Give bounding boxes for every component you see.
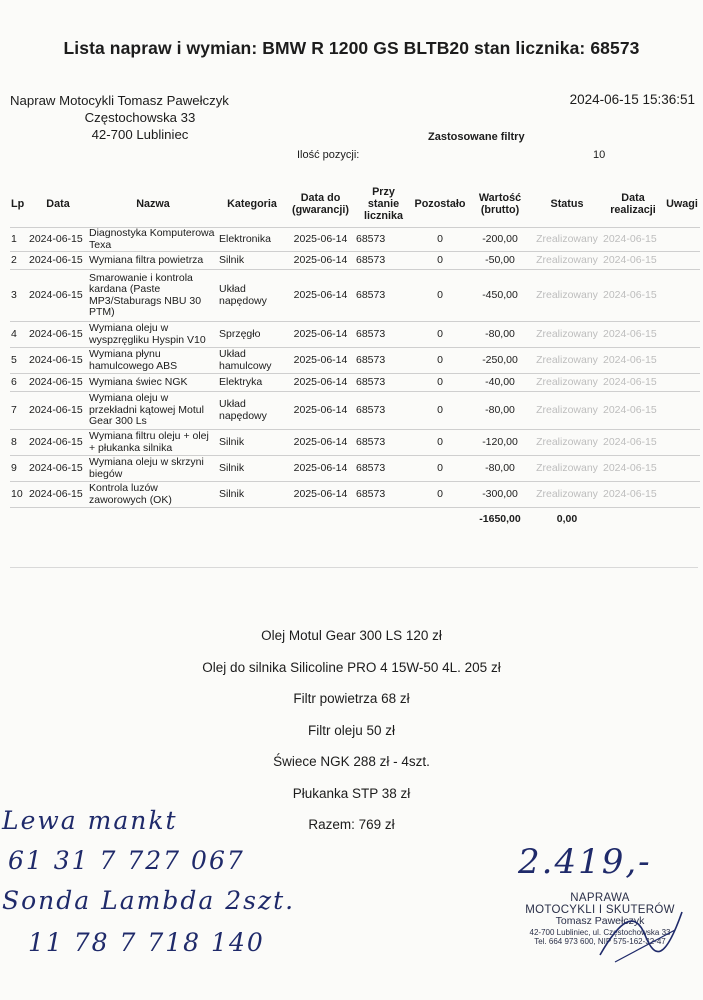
row-odometer: 68573 — [355, 228, 412, 252]
row-date: 2024-06-15 — [28, 322, 88, 348]
total-remaining: 0,00 — [556, 513, 578, 526]
parts-line: Świece NGK 288 zł - 4szt. — [273, 754, 430, 769]
table-row — [10, 322, 700, 348]
table-header-row — [10, 180, 700, 228]
row-warranty-date: 2025-06-14 — [286, 430, 355, 456]
col-header-warranty-date: Data do (gwarancji) — [292, 191, 349, 216]
row-notes — [664, 270, 700, 322]
parts-line: Olej do silnika Silicoline PRO 4 15W-50 4L. 205 zł — [202, 659, 501, 675]
row-notes — [664, 322, 700, 348]
row-value: -80,00 — [468, 392, 532, 430]
stamp-line: 42-700 Lubliniec, ul. Częstochowska 33 — [529, 927, 671, 937]
row-name: Wymiana oleju w wyspzręgliku Hyspin V10 — [88, 322, 218, 348]
col-header-name: Nazwa — [136, 197, 170, 210]
item-count-label: Ilość pozycji: — [297, 149, 360, 161]
parts-line: Filtr powietrza 68 zł — [293, 691, 410, 706]
table-row — [10, 482, 700, 508]
row-number: 10 — [10, 482, 28, 508]
row-number: 5 — [10, 348, 28, 374]
handwritten-note-2: 61 31 7 727 067 — [8, 846, 245, 875]
handwritten-total: 2.419,- — [518, 842, 652, 882]
row-status: Zrealizowany — [532, 456, 602, 482]
row-name: Smarowanie i kontrola kardana (Paste MP3/Staburags NBU 30 PTM) — [88, 270, 218, 322]
parts-line: Filtr oleju 50 zł — [307, 722, 396, 738]
row-category: Układ napędowy — [218, 270, 286, 322]
row-warranty-date: 2025-06-14 — [286, 482, 355, 508]
row-value: -300,00 — [468, 482, 532, 508]
row-category: Silnik — [218, 252, 286, 270]
row-status: Zrealizowany — [532, 430, 602, 456]
row-name: Wymiana płynu hamulcowego ABS — [88, 348, 218, 374]
row-completion-date: 2024-06-15 — [602, 348, 664, 374]
row-number: 4 — [10, 322, 28, 348]
row-completion-date: 2024-06-15 — [602, 374, 664, 392]
row-completion-date: 2024-06-15 — [602, 456, 664, 482]
col-header-notes: Uwagi — [666, 197, 698, 210]
row-name: Kontrola luzów zaworowych (OK) — [88, 482, 218, 508]
row-remaining: 0 — [412, 482, 468, 508]
parts-total: Razem: 769 zł — [308, 817, 395, 832]
stamp-line: Tel. 664 973 600, NIP 575-162-32-47 — [534, 937, 666, 946]
handwritten-note-1: Lewa mankt — [2, 806, 178, 835]
col-header-lp: Lp — [11, 197, 25, 210]
handwritten-note-4: 11 78 7 718 140 — [28, 928, 265, 957]
row-date: 2024-06-15 — [28, 482, 88, 508]
row-category: Elektronika — [218, 228, 286, 252]
row-number: 6 — [10, 374, 28, 392]
row-date: 2024-06-15 — [28, 456, 88, 482]
filters-label: Zastosowane filtry — [428, 131, 525, 143]
row-odometer: 68573 — [355, 252, 412, 270]
col-header-value: Wartość (brutto) — [478, 191, 522, 216]
company-city: 42-700 Lubliniec — [91, 127, 189, 142]
row-completion-date: 2024-06-15 — [602, 322, 664, 348]
row-value: -200,00 — [468, 228, 532, 252]
row-category: Układ napędowy — [218, 392, 286, 430]
company-name: Napraw Motocykli Tomasz Pawełczyk — [10, 93, 229, 108]
row-odometer: 68573 — [355, 270, 412, 322]
row-number: 2 — [10, 252, 28, 270]
row-value: -40,00 — [468, 374, 532, 392]
table-row — [10, 392, 700, 430]
table-row — [10, 228, 700, 252]
row-warranty-date: 2025-06-14 — [286, 374, 355, 392]
row-value: -250,00 — [468, 348, 532, 374]
table-row — [10, 430, 700, 456]
print-datetime: 2024-06-15 15:36:51 — [569, 92, 695, 107]
row-remaining: 0 — [412, 374, 468, 392]
total-value: -1650,00 — [479, 513, 521, 526]
parts-line: Olej Motul Gear 300 LS 120 zł — [261, 628, 442, 643]
row-completion-date: 2024-06-15 — [602, 270, 664, 322]
col-header-category: Kategoria — [227, 197, 277, 210]
row-notes — [664, 430, 700, 456]
row-completion-date: 2024-06-15 — [602, 430, 664, 456]
document-title: Lista napraw i wymian: BMW R 1200 GS BLTB20 stan licznika: 68573 — [63, 38, 640, 58]
row-completion-date: 2024-06-15 — [602, 228, 664, 252]
row-notes — [664, 374, 700, 392]
row-value: -80,00 — [468, 456, 532, 482]
row-value: -120,00 — [468, 430, 532, 456]
row-notes — [664, 392, 700, 430]
table-row — [10, 374, 700, 392]
row-date: 2024-06-15 — [28, 252, 88, 270]
row-name: Diagnostyka Komputerowa Texa — [88, 228, 218, 252]
row-notes — [664, 348, 700, 374]
col-header-completion-date: Data realizacji — [610, 191, 656, 216]
row-status: Zrealizowany — [532, 348, 602, 374]
row-category: Elektryka — [218, 374, 286, 392]
row-odometer: 68573 — [355, 430, 412, 456]
row-status: Zrealizowany — [532, 270, 602, 322]
table-row — [10, 270, 700, 322]
row-remaining: 0 — [412, 392, 468, 430]
row-odometer: 68573 — [355, 374, 412, 392]
row-notes — [664, 482, 700, 508]
row-status: Zrealizowany — [532, 392, 602, 430]
row-date: 2024-06-15 — [28, 392, 88, 430]
row-remaining: 0 — [412, 348, 468, 374]
row-status: Zrealizowany — [532, 322, 602, 348]
row-status: Zrealizowany — [532, 482, 602, 508]
row-name: Wymiana świec NGK — [88, 374, 218, 392]
totals-row — [10, 508, 700, 533]
row-remaining: 0 — [412, 430, 468, 456]
row-completion-date: 2024-06-15 — [602, 482, 664, 508]
row-odometer: 68573 — [355, 456, 412, 482]
stamp-line: Tomasz Pawełczyk — [555, 915, 645, 927]
row-value: -80,00 — [468, 322, 532, 348]
item-count-value: 10 — [593, 149, 606, 161]
stamp-line: MOTOCYKLI I SKUTERÓW — [525, 903, 675, 916]
row-name: Wymiana oleju w przekładni kątowej Motul Gear 300 Ls — [88, 392, 218, 430]
row-remaining: 0 — [412, 322, 468, 348]
row-notes — [664, 228, 700, 252]
row-date: 2024-06-15 — [28, 348, 88, 374]
repairs-table — [10, 180, 700, 532]
table-row — [10, 252, 700, 270]
row-date: 2024-06-15 — [28, 374, 88, 392]
row-notes — [664, 252, 700, 270]
col-header-date: Data — [46, 197, 70, 210]
col-header-remaining: Pozostało — [414, 197, 466, 210]
row-date: 2024-06-15 — [28, 228, 88, 252]
row-warranty-date: 2025-06-14 — [286, 322, 355, 348]
row-number: 1 — [10, 228, 28, 252]
row-number: 7 — [10, 392, 28, 430]
row-number: 3 — [10, 270, 28, 322]
company-street: Częstochowska 33 — [84, 110, 196, 125]
row-completion-date: 2024-06-15 — [602, 252, 664, 270]
col-header-odometer: Przy stanie licznika — [363, 185, 403, 222]
row-category: Układ hamulcowy — [218, 348, 286, 374]
stamp-line: NAPRAWA — [570, 892, 630, 904]
row-category: Silnik — [218, 456, 286, 482]
row-warranty-date: 2025-06-14 — [286, 270, 355, 322]
row-remaining: 0 — [412, 270, 468, 322]
signature — [590, 900, 690, 970]
row-name: Wymiana filtru oleju + olej + płukanka silnika — [88, 430, 218, 456]
row-status: Zrealizowany — [532, 228, 602, 252]
handwritten-note-3: Sonda Lambda 2szt. — [2, 886, 296, 915]
row-number: 9 — [10, 456, 28, 482]
row-odometer: 68573 — [355, 392, 412, 430]
table-row — [10, 348, 700, 374]
row-remaining: 0 — [412, 228, 468, 252]
row-name: Wymiana filtra powietrza — [88, 252, 218, 270]
row-number: 8 — [10, 430, 28, 456]
row-odometer: 68573 — [355, 322, 412, 348]
row-category: Sprzęgło — [218, 322, 286, 348]
row-remaining: 0 — [412, 456, 468, 482]
row-notes — [664, 456, 700, 482]
row-category: Silnik — [218, 430, 286, 456]
row-warranty-date: 2025-06-14 — [286, 348, 355, 374]
row-date: 2024-06-15 — [28, 270, 88, 322]
row-date: 2024-06-15 — [28, 430, 88, 456]
row-name: Wymiana oleju w skrzyni biegów — [88, 456, 218, 482]
row-category: Silnik — [218, 482, 286, 508]
divider — [10, 567, 698, 568]
row-status: Zrealizowany — [532, 252, 602, 270]
col-header-status: Status — [550, 197, 584, 210]
row-odometer: 68573 — [355, 348, 412, 374]
row-completion-date: 2024-06-15 — [602, 392, 664, 430]
table-row — [10, 456, 700, 482]
row-status: Zrealizowany — [532, 374, 602, 392]
row-odometer: 68573 — [355, 482, 412, 508]
row-warranty-date: 2025-06-14 — [286, 228, 355, 252]
row-value: -450,00 — [468, 270, 532, 322]
row-warranty-date: 2025-06-14 — [286, 456, 355, 482]
row-warranty-date: 2025-06-14 — [286, 392, 355, 430]
row-value: -50,00 — [468, 252, 532, 270]
parts-line: Płukanka STP 38 zł — [292, 785, 411, 801]
row-remaining: 0 — [412, 252, 468, 270]
row-warranty-date: 2025-06-14 — [286, 252, 355, 270]
company-address — [10, 92, 270, 143]
